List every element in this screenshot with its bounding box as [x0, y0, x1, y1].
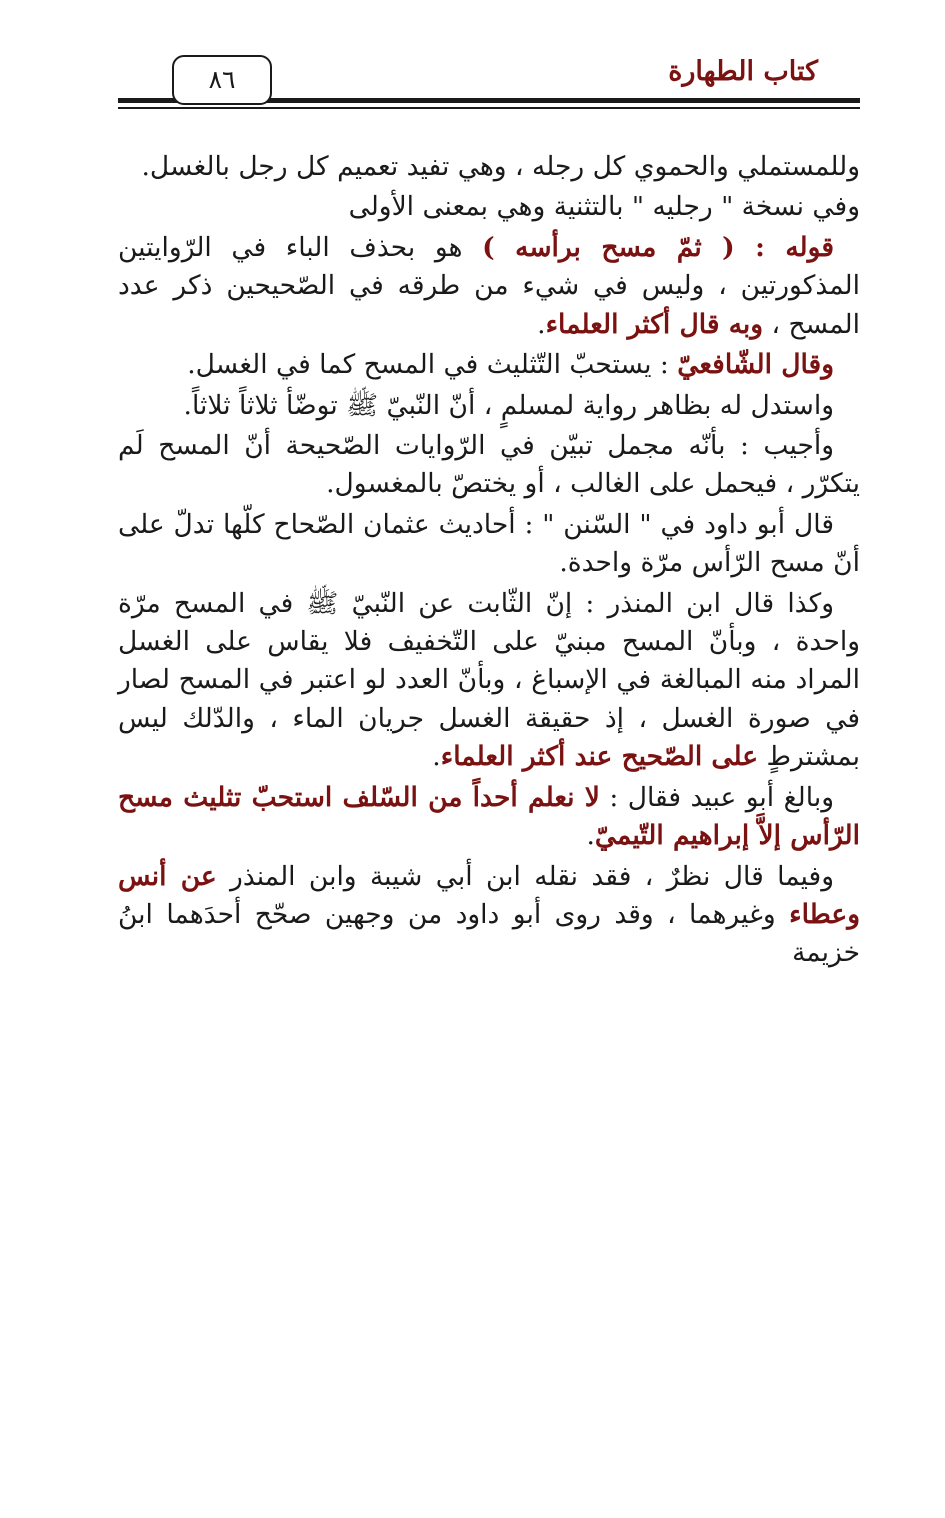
text-segment: .: [432, 741, 441, 773]
text-segment: وفيما قال نظرٌ ، فقد نقله ابن أبي شيبة وابن المنذر: [216, 860, 834, 892]
highlighted-text: على الصّحيح عند أكثر العلماء: [440, 741, 759, 773]
paragraph: [118, 387, 860, 425]
paragraph: [118, 585, 860, 777]
paragraph: [118, 148, 860, 186]
book-title: كتاب الطهارة: [668, 56, 818, 87]
paragraph: [118, 506, 860, 583]
text-segment: .: [537, 308, 546, 340]
paragraph: [118, 858, 860, 973]
page-body: [118, 148, 860, 975]
paragraph: [118, 779, 860, 856]
header-rule-thin: [118, 107, 860, 109]
highlighted-text: وبه قال أكثر العلماء: [545, 308, 764, 340]
text-segment: هو بحذف الباء في الرّوايتين المذكورتين ، وليس في شيء من طرقه في الصّحيحين ذكر عدد المسح ،: [118, 231, 860, 340]
paragraph: [118, 188, 860, 226]
highlighted-text: لا نعلم أحداً من السّلف استحبّ تثليث مسح الرّأس إلاَّ إبراهيم التّيميّ: [118, 781, 860, 852]
page-number: ٨٦: [172, 55, 272, 105]
highlighted-text: قوله : ( ثمّ مسح برأسه ): [482, 231, 834, 263]
text-segment: .: [586, 820, 595, 852]
text-segment: وفي نسخة " رجليه " بالتثنية وهي بمعنى الأولى: [348, 191, 860, 223]
text-segment: وأجيب : بأنّه مجمل تبيّن في الرّوايات الصّحيحة أنّ المسح لَم يتكرّر ، فيحمل على الغالب ، أو يختصّ بالمغسول.: [118, 429, 860, 500]
paragraph: [118, 229, 860, 344]
text-segment: وغيرهما ، وقد روى أبو داود من وجهين صحّح أحدَهما ابنُ خزيمة: [118, 899, 860, 969]
paragraph: [118, 346, 860, 384]
highlighted-text: وقال الشّافعيّ: [677, 349, 834, 381]
text-segment: وللمستملي والحموي كل رجله ، وهي تفيد تعميم كل رجل بالغسل.: [141, 151, 860, 182]
text-segment: : يستحبّ التّثليث في المسح كما في الغسل.: [187, 349, 678, 381]
highlighted-text: عن أنس وعطاء: [118, 860, 860, 931]
text-segment: واستدل له بظاهر رواية لمسلمٍ ، أنّ النّبيّ ﷺ توضّأ ثلاثاً ثلاثاً.: [183, 389, 834, 421]
text-segment: وبالغ أبو عبيد فقال :: [599, 781, 834, 813]
text-segment: وكذا قال ابن المنذر : إنّ الثّابت عن النّبيّ ﷺ في المسح مرّة واحدة ، وبأنّ المسح مبنيّ على التّخفيف فلا يقاس على الغسل المراد منه المبالغة في الإسباغ ، وبأنّ العدد لو اعتبر في المسح لصار في صورة الغسل ، إذ حقيقة الغسل جريان الماء ، والدّلك ليس بمشترطٍ: [118, 587, 860, 773]
paragraph: [118, 427, 860, 504]
text-segment: قال أبو داود في " السّنن " : أحاديث عثمان الصّحاح كلّها تدلّ على أنّ مسح الرّأس مرّة واحدة.: [118, 508, 860, 579]
page-header: [118, 50, 860, 110]
